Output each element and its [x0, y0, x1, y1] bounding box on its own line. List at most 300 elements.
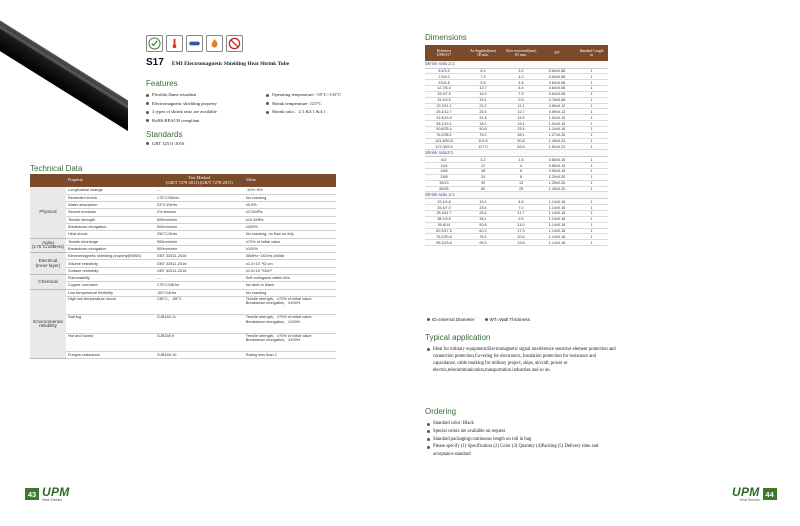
dim-cell: 19.1	[463, 199, 503, 205]
tech-method: GJB150.9	[155, 333, 244, 351]
feature-label: RoHS,REACH compliant	[152, 117, 200, 123]
dim-cell: 0.64±0.08	[539, 86, 575, 92]
dim-cell: 38.1	[503, 132, 539, 138]
dim-cell: 1	[575, 169, 608, 175]
bullet-icon	[266, 102, 269, 105]
ordering-heading: Ordering	[425, 407, 457, 416]
dim-cell: 0.64±0.08	[539, 80, 575, 86]
feature-item	[146, 109, 266, 116]
dim-cell: 0.80±0.15	[539, 157, 575, 163]
dim-cell: 1	[575, 228, 608, 234]
tech-method: GBT 32511-2016	[155, 253, 244, 260]
dim-cell: 1	[575, 234, 608, 240]
dim-cell: 1	[575, 186, 608, 192]
dim-cell: 1.02±0.15	[539, 115, 575, 121]
tech-row	[30, 260, 336, 267]
tech-property: Fungus resistance	[66, 352, 155, 359]
dim-cell: 1.14±0.18	[539, 240, 575, 246]
dim-header: Reference UPM S17	[425, 45, 463, 61]
dim-cell: 0.89±0.12	[539, 103, 575, 109]
dim-cell: 1	[575, 97, 608, 103]
dim-cell: 12.7	[463, 86, 503, 92]
bullet-icon	[427, 348, 430, 351]
dim-cell: 6.4	[503, 86, 539, 92]
dim-cell: 31.8/15.9	[425, 115, 463, 121]
dim-cell: 25	[503, 186, 539, 192]
dim-cell: 76.2	[463, 234, 503, 240]
dim-cell: 25.4	[503, 126, 539, 132]
dim-cell: 76.2	[463, 132, 503, 138]
dim-cell: 11.7	[503, 211, 539, 217]
dim-cell: 60.3/17.3	[425, 228, 463, 234]
dim-cell: 1.20±0.20	[539, 174, 575, 180]
dim-cell: 25.4/11.7	[425, 211, 463, 217]
tech-value: 30MHz~18GHz,≥60db	[244, 253, 336, 260]
page-number: 44	[763, 488, 777, 500]
dim-cell: 127.0/63.5	[425, 144, 463, 150]
tech-header-test-method: Test Method (GB/T 7279-2011) (GB/T 7270-2011)	[155, 174, 244, 187]
dim-cell: 1	[575, 74, 608, 80]
dim-cell: 39/13	[425, 180, 463, 186]
shrink-ratio-label: Shrink ratio 2:1	[425, 61, 608, 68]
technical-data-table	[30, 174, 336, 359]
dim-cell: 1	[575, 132, 608, 138]
typical-application-text	[427, 346, 617, 374]
dim-cell: 1.52±0.23	[539, 144, 575, 150]
dim-row	[425, 240, 608, 246]
dim-cell: 4.0	[503, 74, 539, 80]
tech-value: Rating less than 1	[244, 352, 336, 359]
tech-value: No cracking, no flow no drip	[244, 231, 336, 238]
dim-cell: 22.2/11.1	[425, 103, 463, 109]
dim-cell: 1.02±0.15	[539, 121, 575, 127]
tech-row	[30, 209, 336, 216]
tech-property: Flammability	[66, 275, 155, 282]
dim-cell: 1	[575, 68, 608, 74]
tech-method: 500mm/min	[155, 238, 244, 245]
tech-method: 175°C/30min	[155, 194, 244, 201]
dim-cell: 1	[575, 103, 608, 109]
dim-cell: 17.3	[503, 228, 539, 234]
tech-row	[30, 282, 336, 289]
dim-cell: 19.1	[503, 121, 539, 127]
dim-cell: 50.8	[463, 222, 503, 228]
dimension-legend	[427, 317, 530, 322]
dim-cell: 18/6	[425, 169, 463, 175]
feature-label: Flexible,flame retardant	[152, 92, 197, 97]
dim-cell: 1.14±0.18	[539, 216, 575, 222]
dim-cell: 101.6	[463, 138, 503, 144]
dim-cell: 80/25	[425, 186, 463, 192]
tech-value: ≥100%	[244, 245, 336, 252]
dim-cell: 19.1/4.6	[425, 199, 463, 205]
dim-cell: 0.85±0.15	[539, 163, 575, 169]
page-number: 43	[25, 488, 39, 500]
dim-cell: 12/4	[425, 163, 463, 169]
dim-cell: 0.90±0.15	[539, 169, 575, 175]
tech-row	[30, 352, 336, 359]
tech-value: Tensile strength，≥70% of initial value Breakdown elongation，≥100%	[244, 333, 336, 351]
dim-cell: 1	[575, 157, 608, 163]
dim-cell: 1	[575, 138, 608, 144]
tech-row	[30, 253, 336, 260]
tech-row	[30, 296, 336, 314]
tech-method: 500mm/min	[155, 223, 244, 230]
shrink-ratio-row	[425, 61, 608, 68]
dim-cell: 9.5	[503, 216, 539, 222]
dim-cell: 1.14±0.16	[539, 126, 575, 132]
ordering-item	[427, 420, 617, 428]
tech-property: Low temperature flexibility	[66, 289, 155, 296]
dim-cell: 101.6/50.8	[425, 138, 463, 144]
tech-method: 135°C，-55°C	[155, 296, 244, 314]
bullet-icon	[266, 94, 269, 97]
rohs-icon	[146, 35, 163, 52]
dim-cell: 50.8/25.4	[425, 126, 463, 132]
dim-cell: 7.9	[503, 91, 539, 97]
dim-header: Standard Length m	[575, 45, 608, 61]
dim-cell: 0.64±0.08	[539, 91, 575, 97]
dim-cell: 12.7/6.4	[425, 86, 463, 92]
dim-cell: 6/2	[425, 157, 463, 163]
ordering-label: Standard packaging:continuous length on roll in bag	[433, 436, 532, 442]
tech-method: 250°C/4Hrs	[155, 231, 244, 238]
bullet-icon	[266, 111, 269, 114]
feature-label: Shrink temperature: 125°C	[272, 100, 322, 106]
dim-cell: 39	[463, 180, 503, 186]
dim-cell: 3.2	[503, 68, 539, 74]
tech-header-property: Property	[66, 174, 155, 187]
dim-cell: 24	[463, 174, 503, 180]
legend-id: ID=Internal Diameter	[427, 317, 475, 322]
tech-category: Electrical (Inner layer)	[30, 253, 66, 275]
dim-cell: 38.1/9.5	[425, 216, 463, 222]
tech-row	[30, 216, 336, 223]
shrink-ratio-row	[425, 192, 608, 199]
tech-method: ---	[155, 187, 244, 194]
dim-cell: 1	[575, 91, 608, 97]
dim-cell: 6.4	[463, 68, 503, 74]
tech-property: Longitudinal change	[66, 187, 155, 194]
dim-cell: 8	[503, 174, 539, 180]
tech-property: Salt fog	[66, 315, 155, 333]
dim-cell: 31.8	[463, 115, 503, 121]
tech-property: Breakdown elongation	[66, 223, 155, 230]
tech-property: Electromagnetic shielding property(EMSE)	[66, 253, 155, 260]
tech-value: -10%~5%	[244, 187, 336, 194]
tech-property: Tensile shrinkage	[66, 238, 155, 245]
tech-method: GBT 32511-2016	[155, 260, 244, 267]
tech-value: No cracking	[244, 194, 336, 201]
bullet-icon	[427, 430, 430, 433]
dim-cell: 0.76±0.08	[539, 97, 575, 103]
dim-cell: 11.1	[503, 103, 539, 109]
dim-cell: 1	[575, 163, 608, 169]
typical-application-body: Ideal for military equipment;Electromagnetic signal interference sensitive element protection and connection protection,Covering for electronics, Insulation protection for resistance and capacitance, cable marking for military project, ships, aircraft, power or electric,telecommunication,transportation industries and so on.	[433, 347, 616, 373]
tech-property: Water absorption	[66, 202, 155, 209]
dim-cell: 25.4/12.7	[425, 109, 463, 115]
tech-method: -55°C/4Hrs	[155, 289, 244, 296]
tech-property: Restricted shrink	[66, 194, 155, 201]
dim-cell: 4	[503, 163, 539, 169]
tech-property: Volume resistivity	[66, 260, 155, 267]
dim-cell: 12	[463, 163, 503, 169]
heat-shrink-tube-photo	[0, 20, 128, 148]
dim-cell: 15.9	[503, 115, 539, 121]
model-code: S17	[146, 57, 164, 68]
tech-method: GJB150.11	[155, 315, 244, 333]
dim-cell: 1.14±0.18	[539, 199, 575, 205]
tech-value: Self-extinguish within 60s	[244, 275, 336, 282]
dim-cell: 14.0	[503, 222, 539, 228]
dim-cell: 4.6	[503, 199, 539, 205]
dim-cell: 1.35±0.20	[539, 186, 575, 192]
tech-value: No cracking	[244, 289, 336, 296]
dim-cell: 1.14±0.18	[539, 205, 575, 211]
bullet-icon	[146, 102, 149, 105]
bullet-icon	[146, 111, 149, 114]
dim-cell: 1	[575, 211, 608, 217]
dim-cell: 15.9/7.9	[425, 91, 463, 97]
dim-cell: 1	[575, 109, 608, 115]
standard-label: GBT 32511-2016	[152, 141, 185, 146]
dim-cell: 127.0	[463, 144, 503, 150]
dim-cell: 1.27±0.20	[539, 132, 575, 138]
tech-property: Heat shock	[66, 231, 155, 238]
tech-value: No dent or black	[244, 282, 336, 289]
technical-data-heading: Technical Data	[30, 164, 83, 173]
dim-cell: 1	[575, 80, 608, 86]
tech-property: Tensile strength	[66, 216, 155, 223]
ordering-item	[427, 436, 617, 444]
tech-row	[30, 275, 336, 282]
dim-cell: 50.8/14	[425, 222, 463, 228]
tech-header-blank	[30, 174, 66, 187]
dim-cell: 6	[503, 169, 539, 175]
logo-subtitle: Heat Shrinks	[739, 498, 760, 502]
dim-cell: 50.8	[503, 138, 539, 144]
tech-method: 175°C/16Hrs	[155, 282, 244, 289]
dim-cell: 6.4/3.2	[425, 68, 463, 74]
dim-cell: 4.8	[503, 80, 539, 86]
dim-cell: 76.2/38.1	[425, 132, 463, 138]
bullet-icon	[146, 94, 149, 97]
tech-category: Aging (175°C/168Hrs)	[30, 238, 66, 253]
upm-logo	[42, 486, 70, 503]
no-halogen-icon	[226, 35, 243, 52]
tech-method: 500mm/min	[155, 216, 244, 223]
dim-cell: 1	[575, 121, 608, 127]
typical-application-heading: Typical application	[425, 333, 491, 342]
bullet-icon	[427, 446, 430, 449]
tech-value: ≥200%	[244, 223, 336, 230]
dim-cell: 38.1	[463, 121, 503, 127]
tech-row	[30, 194, 336, 201]
dim-cell: 13	[503, 180, 539, 186]
bullet-icon	[146, 119, 149, 122]
dim-cell: 63.5	[503, 144, 539, 150]
tech-method: ---	[155, 275, 244, 282]
feature-label: Operating temperature: -55°C~135°C	[272, 92, 342, 97]
bullet-icon	[485, 318, 488, 321]
tech-row	[30, 231, 336, 238]
tech-value: ≥70% of initial value	[244, 238, 336, 245]
tech-value: ≥10.4MPa	[244, 216, 336, 223]
tech-row	[30, 187, 336, 194]
tech-property: Hot and humid	[66, 333, 155, 351]
dim-cell: 1	[575, 86, 608, 92]
dim-cell: 1	[575, 126, 608, 132]
dim-cell: 25.4	[463, 205, 503, 211]
tech-header-value: Value	[244, 174, 336, 187]
feature-item	[266, 109, 386, 116]
standards-heading: Standards	[146, 130, 183, 139]
tech-row	[30, 333, 336, 351]
logo-subtitle: Heat Shrinks	[42, 498, 63, 502]
ordering-label: Standard color: Black	[433, 421, 474, 426]
features-list	[146, 92, 386, 124]
features-heading: Features	[146, 79, 178, 88]
tech-row	[30, 238, 336, 245]
feature-item	[146, 92, 266, 99]
tech-method: 2% tension	[155, 209, 244, 216]
tech-category: Environmental reliability	[30, 289, 66, 359]
dim-cell: 38.1	[463, 216, 503, 222]
dim-cell: 25.4/7.0	[425, 205, 463, 211]
flame-retardant-icon	[206, 35, 223, 52]
tech-row	[30, 267, 336, 274]
dim-cell: 7.0	[503, 205, 539, 211]
dim-cell: 9.5/4.8	[425, 80, 463, 86]
logo-text: UPM	[732, 485, 760, 499]
dim-header: As Supplied(mm) ID min.	[463, 45, 503, 61]
ordering-item	[427, 428, 617, 436]
dim-cell: 38.1/19.1	[425, 121, 463, 127]
dim-cell: 19.1/9.5	[425, 97, 463, 103]
tech-row	[30, 223, 336, 230]
certification-badges	[146, 35, 243, 52]
ordering-item	[427, 443, 617, 459]
right-page	[400, 0, 800, 526]
left-footer	[25, 486, 70, 503]
legend-wt: WT=Wall Thickness	[485, 317, 530, 322]
tech-row	[30, 202, 336, 209]
shrink-ratio-icon	[186, 35, 203, 52]
dim-cell: 15.9	[463, 91, 503, 97]
standard-item	[146, 141, 184, 146]
tech-value: Tensile strength，≥70% of initial value Breakdown elongation，≥100%	[244, 315, 336, 333]
tech-row	[30, 315, 336, 333]
temperature-icon	[166, 35, 183, 52]
tech-value: ≤1.0×10⁻¹Ω/m²	[244, 267, 336, 274]
tech-value: ≤1.0×10⁻²Ω·cm	[244, 260, 336, 267]
dim-header: After recovered(mm) ID max.	[503, 45, 539, 61]
tech-category: Chemical	[30, 275, 66, 290]
dim-header: WT	[539, 45, 575, 61]
tech-property: Secant modulus	[66, 209, 155, 216]
tech-method: 500mm/min	[155, 245, 244, 252]
bullet-icon	[146, 142, 149, 145]
feature-item	[146, 101, 266, 108]
feature-item	[266, 101, 386, 108]
shrink-ratio-label: Shrink ratio3:1	[425, 150, 608, 157]
dim-cell: 25.4	[463, 109, 503, 115]
dim-cell: 95.3/23.6	[425, 240, 463, 246]
dim-cell: 0.89±0.12	[539, 109, 575, 115]
tech-row	[30, 245, 336, 252]
dim-cell: 76.2/20.6	[425, 234, 463, 240]
product-title	[146, 57, 289, 68]
dim-cell: 24/8	[425, 174, 463, 180]
dim-cell: 1.14±0.18	[539, 228, 575, 234]
ordering-list	[427, 420, 617, 459]
dim-cell: 9.5	[503, 97, 539, 103]
feature-label: 3 types of shrink ratio are available	[152, 109, 217, 114]
dim-cell: 9.5	[463, 80, 503, 86]
dim-cell: 12.7	[503, 109, 539, 115]
dim-cell: 95.3	[463, 240, 503, 246]
dim-cell: 7.9/4.0	[425, 74, 463, 80]
dim-cell: 50.8	[463, 126, 503, 132]
tech-method: GBT 32511-2016	[155, 267, 244, 274]
logo-text: UPM	[42, 485, 70, 499]
dim-cell: 1	[575, 174, 608, 180]
dim-cell: 1	[575, 240, 608, 246]
dim-cell: 60.3	[463, 228, 503, 234]
product-name: EMI Electromagnetic Shielding Heat Shrink Tube	[171, 61, 290, 67]
feature-label: Shrink ratio：2:1 &3:1 &4:1	[272, 109, 326, 114]
tech-property: Surface resistivity	[66, 267, 155, 274]
dimensions-table	[425, 45, 608, 246]
dim-cell: 1	[575, 180, 608, 186]
upm-logo	[732, 486, 760, 503]
ordering-label: Special colors are available on request	[433, 428, 505, 434]
tech-category: Physical	[30, 187, 66, 238]
dim-cell: 1.25±0.20	[539, 180, 575, 186]
dim-cell: 1	[575, 216, 608, 222]
dim-cell: 20.6	[503, 234, 539, 240]
tech-value: ≤172MPa	[244, 209, 336, 216]
dim-cell: 1.40±0.23	[539, 138, 575, 144]
dim-cell: 1.14±0.18	[539, 234, 575, 240]
ordering-label: Please specify (1) Specification (2) Color (3) Quantity (4)Packing (5) Delivery time and acceptance standard	[433, 444, 599, 458]
dim-cell: 22.2	[463, 103, 503, 109]
dim-cell: 23.6	[503, 240, 539, 246]
tech-method: GJB150.10	[155, 352, 244, 359]
dim-cell: 1.14±0.18	[539, 222, 575, 228]
dim-cell: 80	[463, 186, 503, 192]
feature-label: Electromagnetic shielding property	[152, 100, 217, 106]
dim-cell: 18	[463, 169, 503, 175]
dim-cell: 1	[575, 199, 608, 205]
dim-cell: 1.6	[503, 157, 539, 163]
tech-property: Copper corrosion	[66, 282, 155, 289]
dim-cell: 1.14±0.18	[539, 211, 575, 217]
tech-method: 23°C/24Hrs	[155, 202, 244, 209]
dimensions-heading: Dimensions	[425, 33, 467, 42]
bullet-icon	[427, 423, 430, 426]
dim-cell: 0.64±0.08	[539, 68, 575, 74]
dim-cell: 7.9	[463, 74, 503, 80]
tech-property: Breakdown elongation	[66, 245, 155, 252]
dim-cell: 0.64±0.08	[539, 74, 575, 80]
dim-cell: 1	[575, 144, 608, 150]
dim-cell: 1	[575, 222, 608, 228]
tech-value: Tensile strength，≥70% of initial value Breakdown elongation，≥100%	[244, 296, 336, 314]
feature-item	[266, 92, 386, 99]
dim-cell: 25.4	[463, 211, 503, 217]
tech-value: ≤0.5%	[244, 202, 336, 209]
